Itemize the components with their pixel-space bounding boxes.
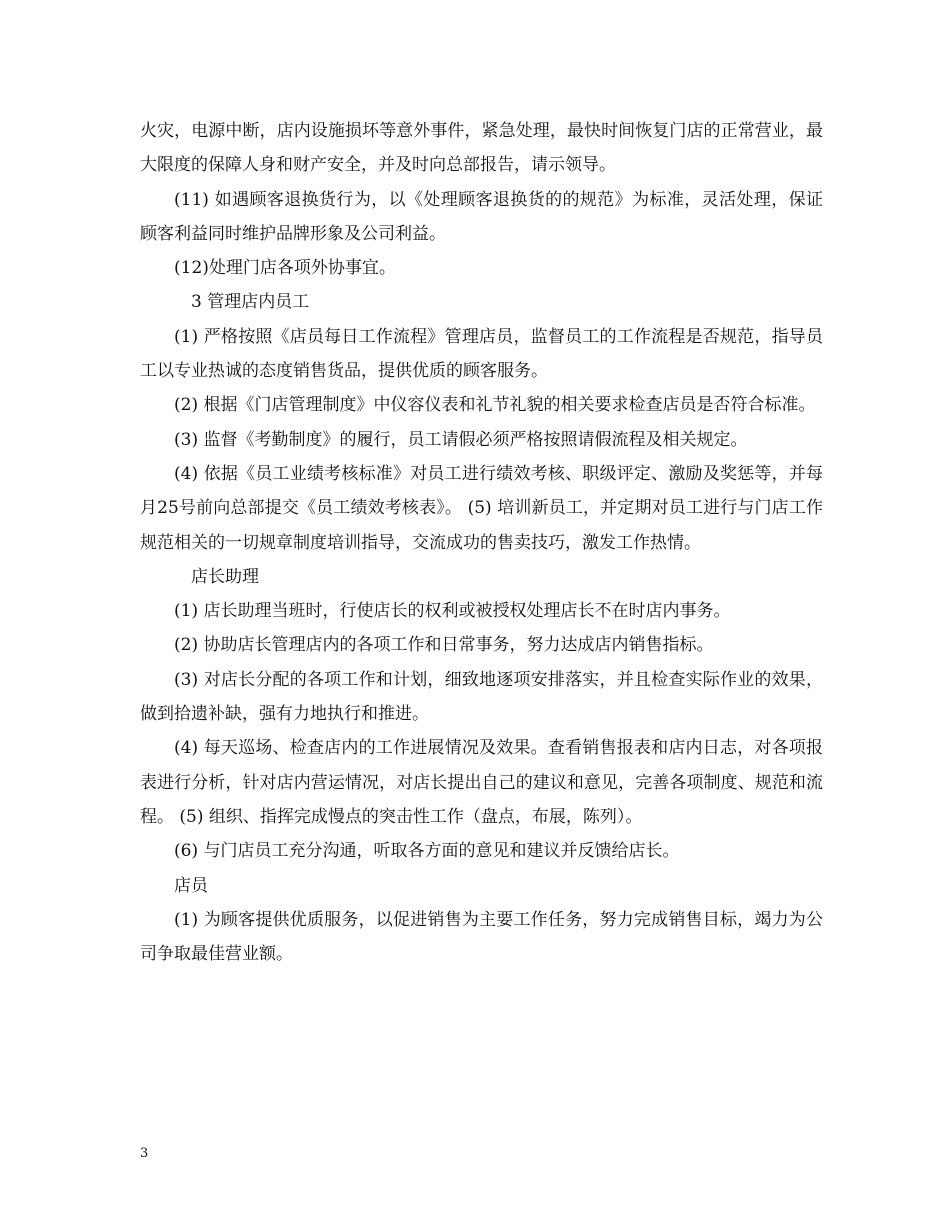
paragraph: (2) 协助店长管理店内的各项工作和日常事务，努力达成店内销售指标。 bbox=[174, 635, 714, 656]
document-body bbox=[140, 114, 823, 971]
paragraph: (11) 如遇顾客退换货行为，以《处理顾客退换货的的规范》为标准，灵活处理，保证顾客利益同时维护品牌形象及公司利益。 bbox=[140, 189, 823, 244]
role-heading: 店长助理 bbox=[191, 566, 259, 587]
paragraph: 火灾，电源中断，店内设施损坏等意外事件，紧急处理，最快时间恢复门店的正常营业，最大限度的保障人身和财产安全，并及时向总部报告，请示领导。 bbox=[140, 121, 823, 176]
paragraph: (3) 对店长分配的各项工作和计划，细致地逐项安排落实，并且检查实际作业的效果，做到拾遗补缺，强有力地执行和推进。 bbox=[140, 669, 823, 725]
paragraph: (3) 监督《考勤制度》的履行，员工请假必须严格按照请假流程及相关规定。 bbox=[174, 429, 748, 450]
paragraph: (1) 严格按照《店员每日工作流程》管理店员，监督员工的工作流程是否规范，指导员工以专业热诚的态度销售货品，提供优质的顾客服务。 bbox=[140, 326, 823, 382]
paragraph: (4) 依据《员工业绩考核标准》对员工进行绩效考核、职级评定、激励及奖惩等，并每月25号前向总部提交《员工绩效考核表》。 (5) 培训新员工，并定期对员工进行与门店工作规范相关的一切规章制度培训指导，交流成功的售卖技巧，激发工作热情。 bbox=[140, 463, 823, 553]
paragraph: (2) 根据《门店管理制度》中仪容仪表和礼节礼貌的相关要求检查店员是否符合标准。 bbox=[174, 395, 816, 416]
paragraph: (4) 每天巡场、检查店内的工作进展情况及效果。查看销售报表和店内日志，对各项报表进行分析，针对店内营运情况，对店长提出自己的建议和意见，完善各项制度、规范和流程。 (5) 组织、指挥完成慢点的突击性工作（盘点，布展，陈列）。 bbox=[140, 738, 823, 827]
paragraph: (12)处理门店各项外协事宜。 bbox=[174, 258, 396, 279]
paragraph: (1) 店长助理当班时，行使店长的权利或被授权处理店长不在时店内事务。 bbox=[174, 601, 731, 622]
role-heading: 店员 bbox=[174, 875, 208, 896]
section-heading: 3 管理店内员工 bbox=[191, 292, 310, 313]
paragraph: (1) 为顾客提供优质服务，以促进销售为主要工作任务，努力完成销售目标，竭力为公司争取最佳营业额。 bbox=[140, 909, 823, 965]
page-number: 3 bbox=[140, 1146, 149, 1161]
paragraph: (6) 与门店员工充分沟通，听取各方面的意见和建议并反馈给店长。 bbox=[174, 841, 680, 862]
